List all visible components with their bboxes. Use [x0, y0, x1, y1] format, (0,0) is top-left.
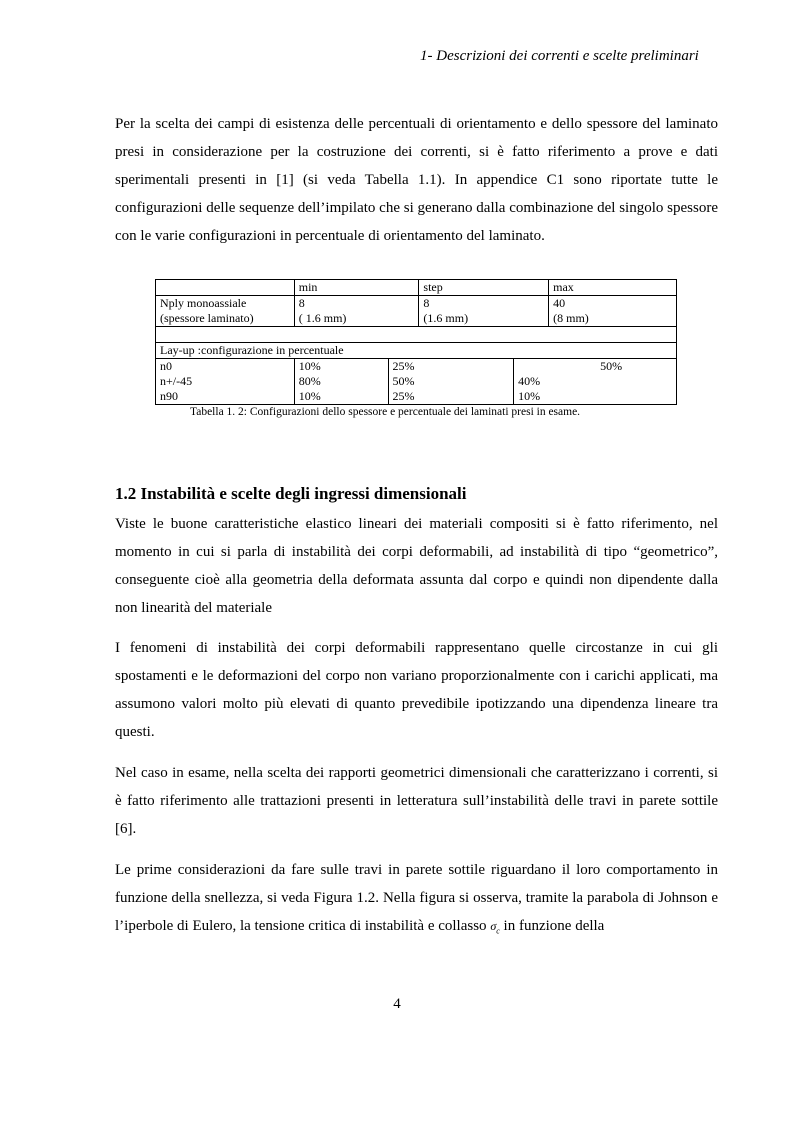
table-cell: (8 mm) — [549, 311, 677, 327]
table-cell: 25% — [388, 359, 514, 375]
paragraph-intro: Per la scelta dei campi di esistenza delle percentuali di orientamento e dello spessore del laminato presi in considerazione per la costruzione dei correnti, si è fatto riferimento a prove e dati sperimentali presenti in [1] (si veda Tabella 1.1). In appendice C1 sono riportate tutte le configurazioni delle sequenze dell’impilato che si generano dalla combinazione del singolo spessore con le varie configurazioni in percentuale di orientamento del laminato. — [115, 116, 718, 244]
paragraph-text-end: in funzione della — [503, 918, 605, 934]
paragraph-text: Le prime considerazioni da fare sulle travi in parete sottile riguardano il loro comportamento in funzione della snellezza, si veda Figura 1.2. Nella figura si osserva, tramite la parabola di Johnson e l’iperbole di Eulero, la tensione critica di instabilità e collasso — [115, 862, 718, 934]
table-cell: 50% — [388, 374, 514, 389]
paragraph-snellezza — [115, 856, 718, 945]
table-row — [156, 389, 677, 405]
paragraph: I fenomeni di instabilità dei corpi deformabili rappresentano quelle circostanze in cui gli spostamenti e le deformazioni del corpo non variano proporzionalmente con i carichi applicati, ma assumono valori molto più elevati di quanto prevedibile ipotizzando una dipendenza lineare tra questi. — [115, 640, 718, 740]
col-header-step: step — [419, 280, 549, 296]
paragraph: Nel caso in esame, nella scelta dei rapporti geometrici dimensionali che caratterizzano i correnti, si è fatto riferimento alle trattazioni presenti in letteratura sull’instabilità delle travi in parete sottile [6]. — [115, 765, 718, 837]
sigma-symbol: $\sigma_c$ — [490, 919, 500, 936]
table-cell: 25% — [388, 389, 514, 405]
table-row — [156, 359, 677, 375]
table-cell: 8 — [294, 296, 419, 312]
table-row — [156, 296, 677, 312]
table-row — [156, 343, 677, 359]
table-cell: 8 — [419, 296, 549, 312]
col-header-max: max — [549, 280, 677, 296]
page-number: 4 — [393, 996, 401, 1012]
table-cell: (1.6 mm) — [419, 311, 549, 327]
table-caption: Tabella 1. 2: Configurazioni dello spessore e percentuale dei laminati presi in esame. — [190, 406, 581, 418]
table-cell: ( 1.6 mm) — [294, 311, 419, 327]
table-row — [156, 311, 677, 327]
row-label: n0 — [156, 359, 295, 375]
section-heading: 1.2 Instabilità e scelte degli ingressi dimensionali — [115, 484, 467, 503]
table-cell: 10% — [514, 389, 677, 405]
table-cell: 50% — [514, 359, 677, 375]
col-header-min: min — [294, 280, 419, 296]
row-label: n90 — [156, 389, 295, 405]
running-header: 1- Descrizioni dei correnti e scelte preliminari — [420, 48, 699, 64]
table-cell: 40 — [549, 296, 677, 312]
row-label: n+/-45 — [156, 374, 295, 389]
table-cell: 10% — [294, 389, 388, 405]
row-label: Nply monoassiale — [156, 296, 295, 312]
table-row — [156, 374, 677, 389]
table-header-row — [156, 280, 677, 296]
row-label: (spessore laminato) — [156, 311, 295, 327]
layup-label: Lay-up :configurazione in percentuale — [156, 343, 677, 359]
table-cell: 10% — [294, 359, 388, 375]
table-spacer-row — [156, 327, 677, 343]
table-cell: 40% — [514, 374, 677, 389]
paragraph: Viste le buone caratteristiche elastico lineari dei materiali compositi si è fatto riferimento, nel momento in cui si parla di instabilità dei corpi deformabili, ad instabilità di tipo “geometrico”, conseguente cioè alla geometria della deformata assunta dal corpo e quindi non dipendente dalla non linearità del materiale — [115, 516, 718, 616]
table-cell: 80% — [294, 374, 388, 389]
laminate-configuration-table — [155, 279, 677, 405]
